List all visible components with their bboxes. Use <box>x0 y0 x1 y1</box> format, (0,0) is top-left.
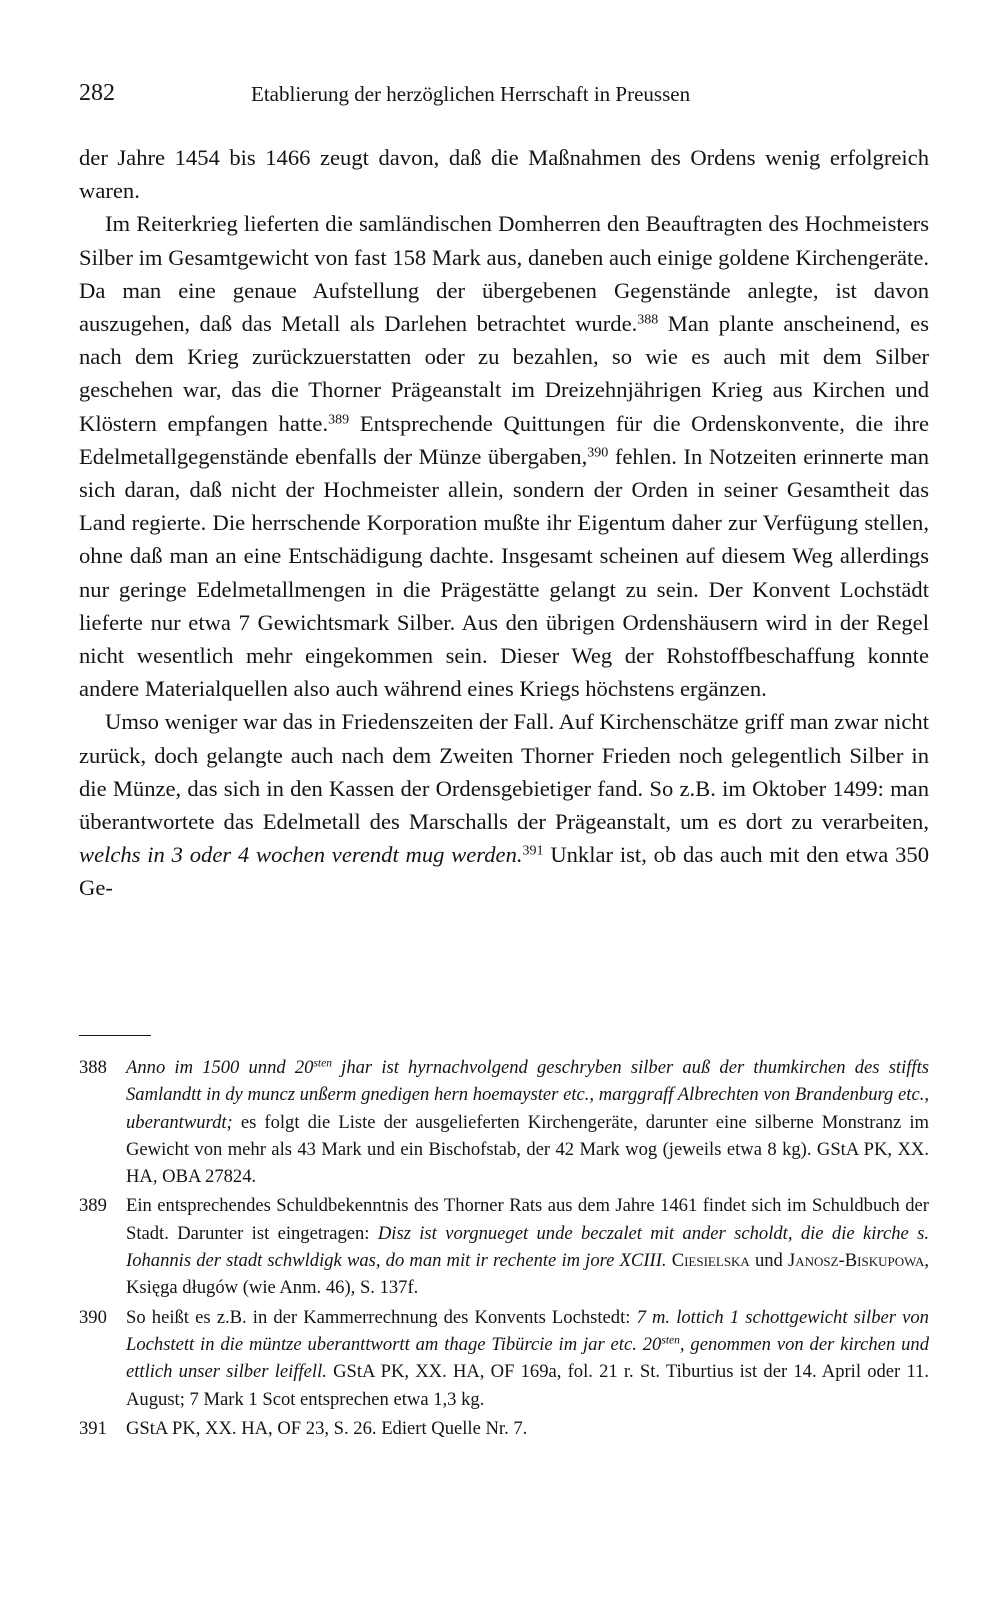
footnote-ref-390[interactable]: 390 <box>587 445 609 461</box>
footnote-superscript: sten <box>661 1334 680 1347</box>
footnote-superscript: sten <box>313 1057 333 1070</box>
footnote-quote: Anno im 1500 unnd 20 <box>126 1057 314 1078</box>
footnote-quote-cont: , genommen von der kirchen und ettlich unser silber leiffell. <box>126 1333 930 1383</box>
footnote-ref-389[interactable]: 389 <box>328 411 350 427</box>
footnote-text-cont: GStA PK, XX. HA, OF 169a, fol. 21 r. St. Tiburtius ist der 14. April oder 11. August; 7 Mark 1 Scot entsprechen etwa 1,3 kg. <box>126 1361 930 1410</box>
paragraph-2-text-4: fehlen. In Notzeiten erinnerte man sich daran, daß nicht der Hochmeister allein, sondern der Orden in seiner Gesamtheit das Land regierte. Die herrschende Korporation mußte ihr Eigentum daher zur Verfügung stellen, ohne daß man an eine Entschädigung dachte. Insgesamt scheinen auf diesem Weg allerdings nur geringe Edelmetallmengen in die Prägestätte gelangt zu sein. Der Konvent Lochstädt lieferte nur etwa 7 Gewichtsmark Silber. Aus den übrigen Ordenshäusern wird in der Regel nicht wesentlich mehr eingekommen sein. Dieser Weg der Rohstoffbeschaffung konnte andere Materialquellen also auch während eines Kriegs höchstens ergänzen. <box>79 443 930 702</box>
paragraph-1-text: der Jahre 1454 bis 1466 zeugt davon, daß die Maßnahmen des Ordens wenig erfolgreich waren. <box>79 145 929 204</box>
footnote-text: Ein entsprechendes Schuldbekenntnis des Thorner Rats aus dem Jahre 1461 findet sich im Schuldbuch der Stadt. Darunter ist eingetragen: <box>126 1195 929 1244</box>
footnote-text-ref: , Księga długów (wie Anm. 46), S. 137f. <box>126 1250 929 1299</box>
footnote-quote: Disz ist vorgnueget unde beczalet mit ander scholdt, die die kirche s. Iohannis der stadt schwldigk was, do man mit ir rechente im jore XCIII. <box>126 1222 930 1272</box>
footnotes <box>79 1054 929 1444</box>
running-title: Etablierung der herzöglichen Herrschaft in Preussen <box>251 82 691 106</box>
paragraph-3-text-1: Umso weniger war das in Friedenszeiten der Fall. Auf Kirchenschätze griff man zwar nicht zurück, doch gelangte auch nach dem Zweiten Thorner Frieden noch gelegentlich Silber in die Münze, das sich in den Kassen der Ordensgebietiger fand. So z.B. im Oktober 1499: man überantwortete das Edelmetall des Marschalls der Prägeanstalt, um es dort zu verarbeiten, <box>79 709 929 835</box>
footnote-number: 390 <box>79 1306 107 1328</box>
footnote-text: GStA PK, XX. HA, OF 23, S. 26. Ediert Quelle Nr. 7. <box>126 1417 528 1439</box>
paragraph-2-text-2: Man plante anscheinend, es nach dem Krieg zurückzuerstatten oder zu bezahlen, so wie es auch mit dem Silber geschehen war, das die Thorner Prägeanstalt im Dreizehnjährigen Krieg aus Kirchen und Klöstern empfangen hatte. <box>79 311 929 436</box>
paragraph-3-text-2: Unklar ist, ob das auch mit den etwa 350 Ge- <box>79 842 929 901</box>
paragraph-2-text-1: Im Reiterkrieg lieferten die samländischen Domherren den Beauftragten des Hochmeisters Silber im Gesamtgewicht von fast 158 Mark aus, daneben auch einige goldene Kirchengeräte. Da man eine genaue Aufstellung der übergebenen Gegenstände anlegte, ist davon auszugehen, daß das Metall als Darlehen betrachtet wurde. <box>79 211 929 337</box>
paragraph-2 <box>79 207 929 705</box>
source-quote: welchs in 3 oder 4 wochen verendt mug werden. <box>79 842 523 868</box>
footnote-quote-cont: jhar ist hyrnachvolgend geschryben silber auß der thumkirchen des stiffts Samlandtt in dy muncz unßerm gnedigen hern hoemayster etc., marggraff Albrechten von Brandenburg etc., uberantwurdt; <box>126 1057 930 1133</box>
footnote-number: 388 <box>79 1057 107 1078</box>
footnote-389 <box>79 1192 929 1301</box>
footnote-text: So heißt es z.B. in der Kammerrechnung des Konvents Lochstedt: <box>126 1306 637 1328</box>
footnote-ref-391[interactable]: 391 <box>522 843 544 859</box>
footnote-388 <box>79 1054 929 1190</box>
footnote-number: 389 <box>79 1195 107 1217</box>
author-janosz-biskupowa: Janosz-Biskupowa <box>788 1250 925 1272</box>
footnote-number: 391 <box>79 1417 107 1439</box>
paragraph-3 <box>79 705 929 904</box>
footnote-text: es folgt die Liste der ausgelieferten Kirchengeräte, darunter eine silberne Monstranz im Gewicht von mehr als 43 Mark und ein Bischofstab, der 42 Mark wog (jeweils etwa 8 kg). GStA PK, XX. HA, OBA 27824. <box>126 1111 929 1188</box>
page-header <box>79 80 929 114</box>
footnote-quote: 7 m. lottich 1 schottgewicht silber von Lochstett in die müntze uberanttwortt am thage Tibürcie im jar etc. 20 <box>126 1306 929 1355</box>
main-text <box>79 141 929 905</box>
page-number: 282 <box>79 80 115 106</box>
footnote-390 <box>79 1304 929 1413</box>
footnote-text-and: und <box>749 1250 788 1272</box>
paragraph-1 <box>79 141 929 207</box>
paragraph-2-text-3: Entsprechende Quittungen für die Ordenskonvente, die ihre Edelmetallgegenstände ebenfalls der Münze übergaben, <box>79 410 929 469</box>
author-ciesielska: Ciesielska <box>671 1250 750 1272</box>
footnote-391 <box>79 1415 929 1442</box>
footnote-ref-388[interactable]: 388 <box>637 312 659 328</box>
footnote-rule <box>79 1035 151 1036</box>
